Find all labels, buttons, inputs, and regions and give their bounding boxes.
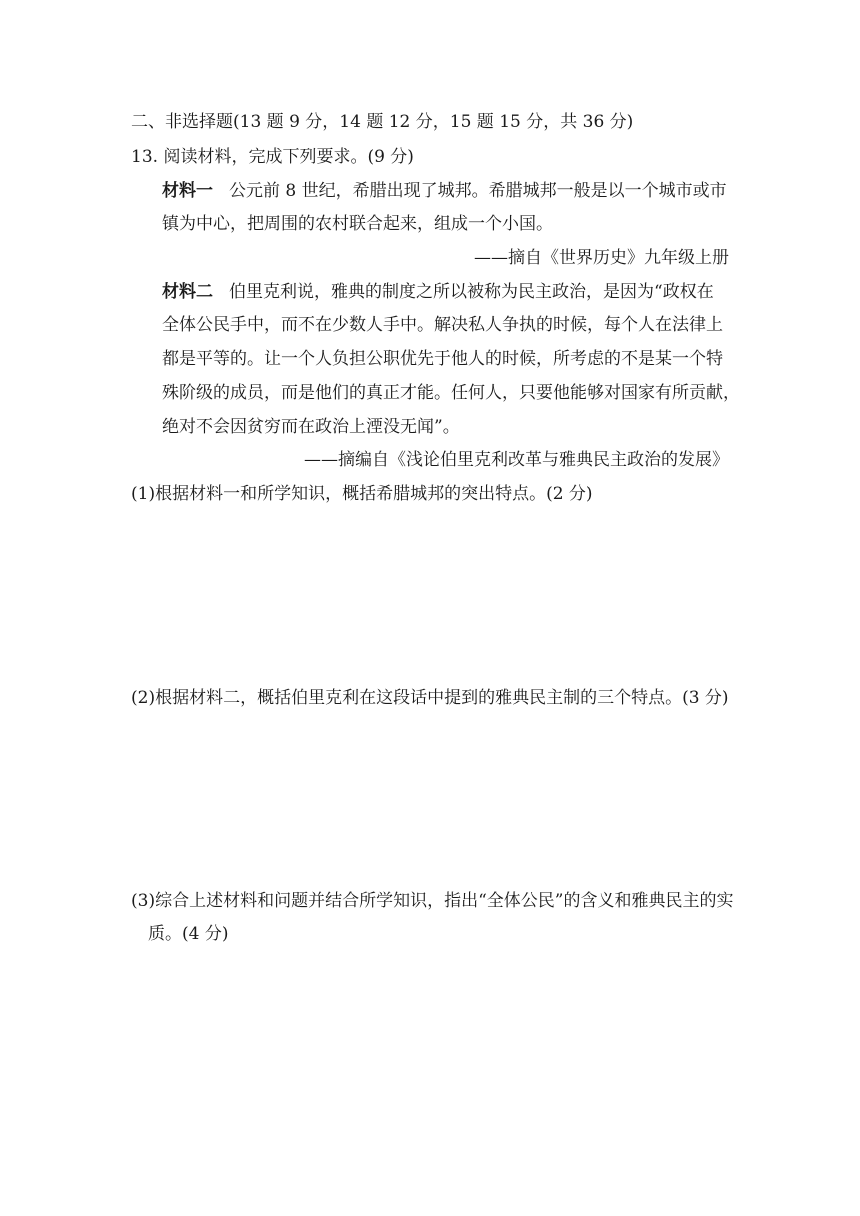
material-2-line-4: 殊阶级的成员，而是他们的真正才能。任何人，只要他能够对国家有所贡献， xyxy=(162,383,740,403)
material-1-text-1: 公元前 8 世纪，希腊出现了城邦。希腊城邦一般是以一个城市或市 xyxy=(229,181,727,201)
material-1-source: ——摘自《世界历史》九年级上册 xyxy=(474,248,729,268)
material-1-line-1 xyxy=(162,179,727,203)
question-13-prompt: 13. 阅读材料，完成下列要求。(9 分) xyxy=(131,147,414,167)
material-2-line-5: 绝对不会因贫穷而在政治上湮没无闻”。 xyxy=(162,417,460,437)
material-2-line-3: 都是平等的。让一个人负担公职优先于他人的时候，所考虑的不是某一个特 xyxy=(162,349,723,369)
material-2-text-1: 伯里克利说，雅典的制度之所以被称为民主政治，是因为“政权在 xyxy=(229,282,714,302)
material-2-line-2: 全体公民手中，而不在少数人手中。解决私人争执的时候，每个人在法律上 xyxy=(162,315,723,335)
material-2-label: 材料二 xyxy=(162,282,213,302)
sub-question-2: (2)根据材料二，概括伯里克利在这段话中提到的雅典民主制的三个特点。(3 分) xyxy=(131,688,729,708)
material-2-source: ——摘编自《浅论伯里克利改革与雅典民主政治的发展》 xyxy=(304,450,729,470)
material-2-line-1 xyxy=(162,280,714,304)
section-header: 二、非选择题(13 题 9 分，14 题 12 分，15 题 15 分，共 36 分) xyxy=(131,112,634,132)
sub-question-1: (1)根据材料一和所学知识，概括希腊城邦的突出特点。(2 分) xyxy=(131,484,593,504)
material-1-line-2: 镇为中心，把周围的农村联合起来，组成一个小国。 xyxy=(162,214,553,234)
sub-question-3-line-2: 质。(4 分) xyxy=(148,924,229,944)
material-1-label: 材料一 xyxy=(162,181,213,201)
sub-question-3-line-1: (3)综合上述材料和问题并结合所学知识，指出“全体公民”的含义和雅典民主的实 xyxy=(131,891,734,911)
